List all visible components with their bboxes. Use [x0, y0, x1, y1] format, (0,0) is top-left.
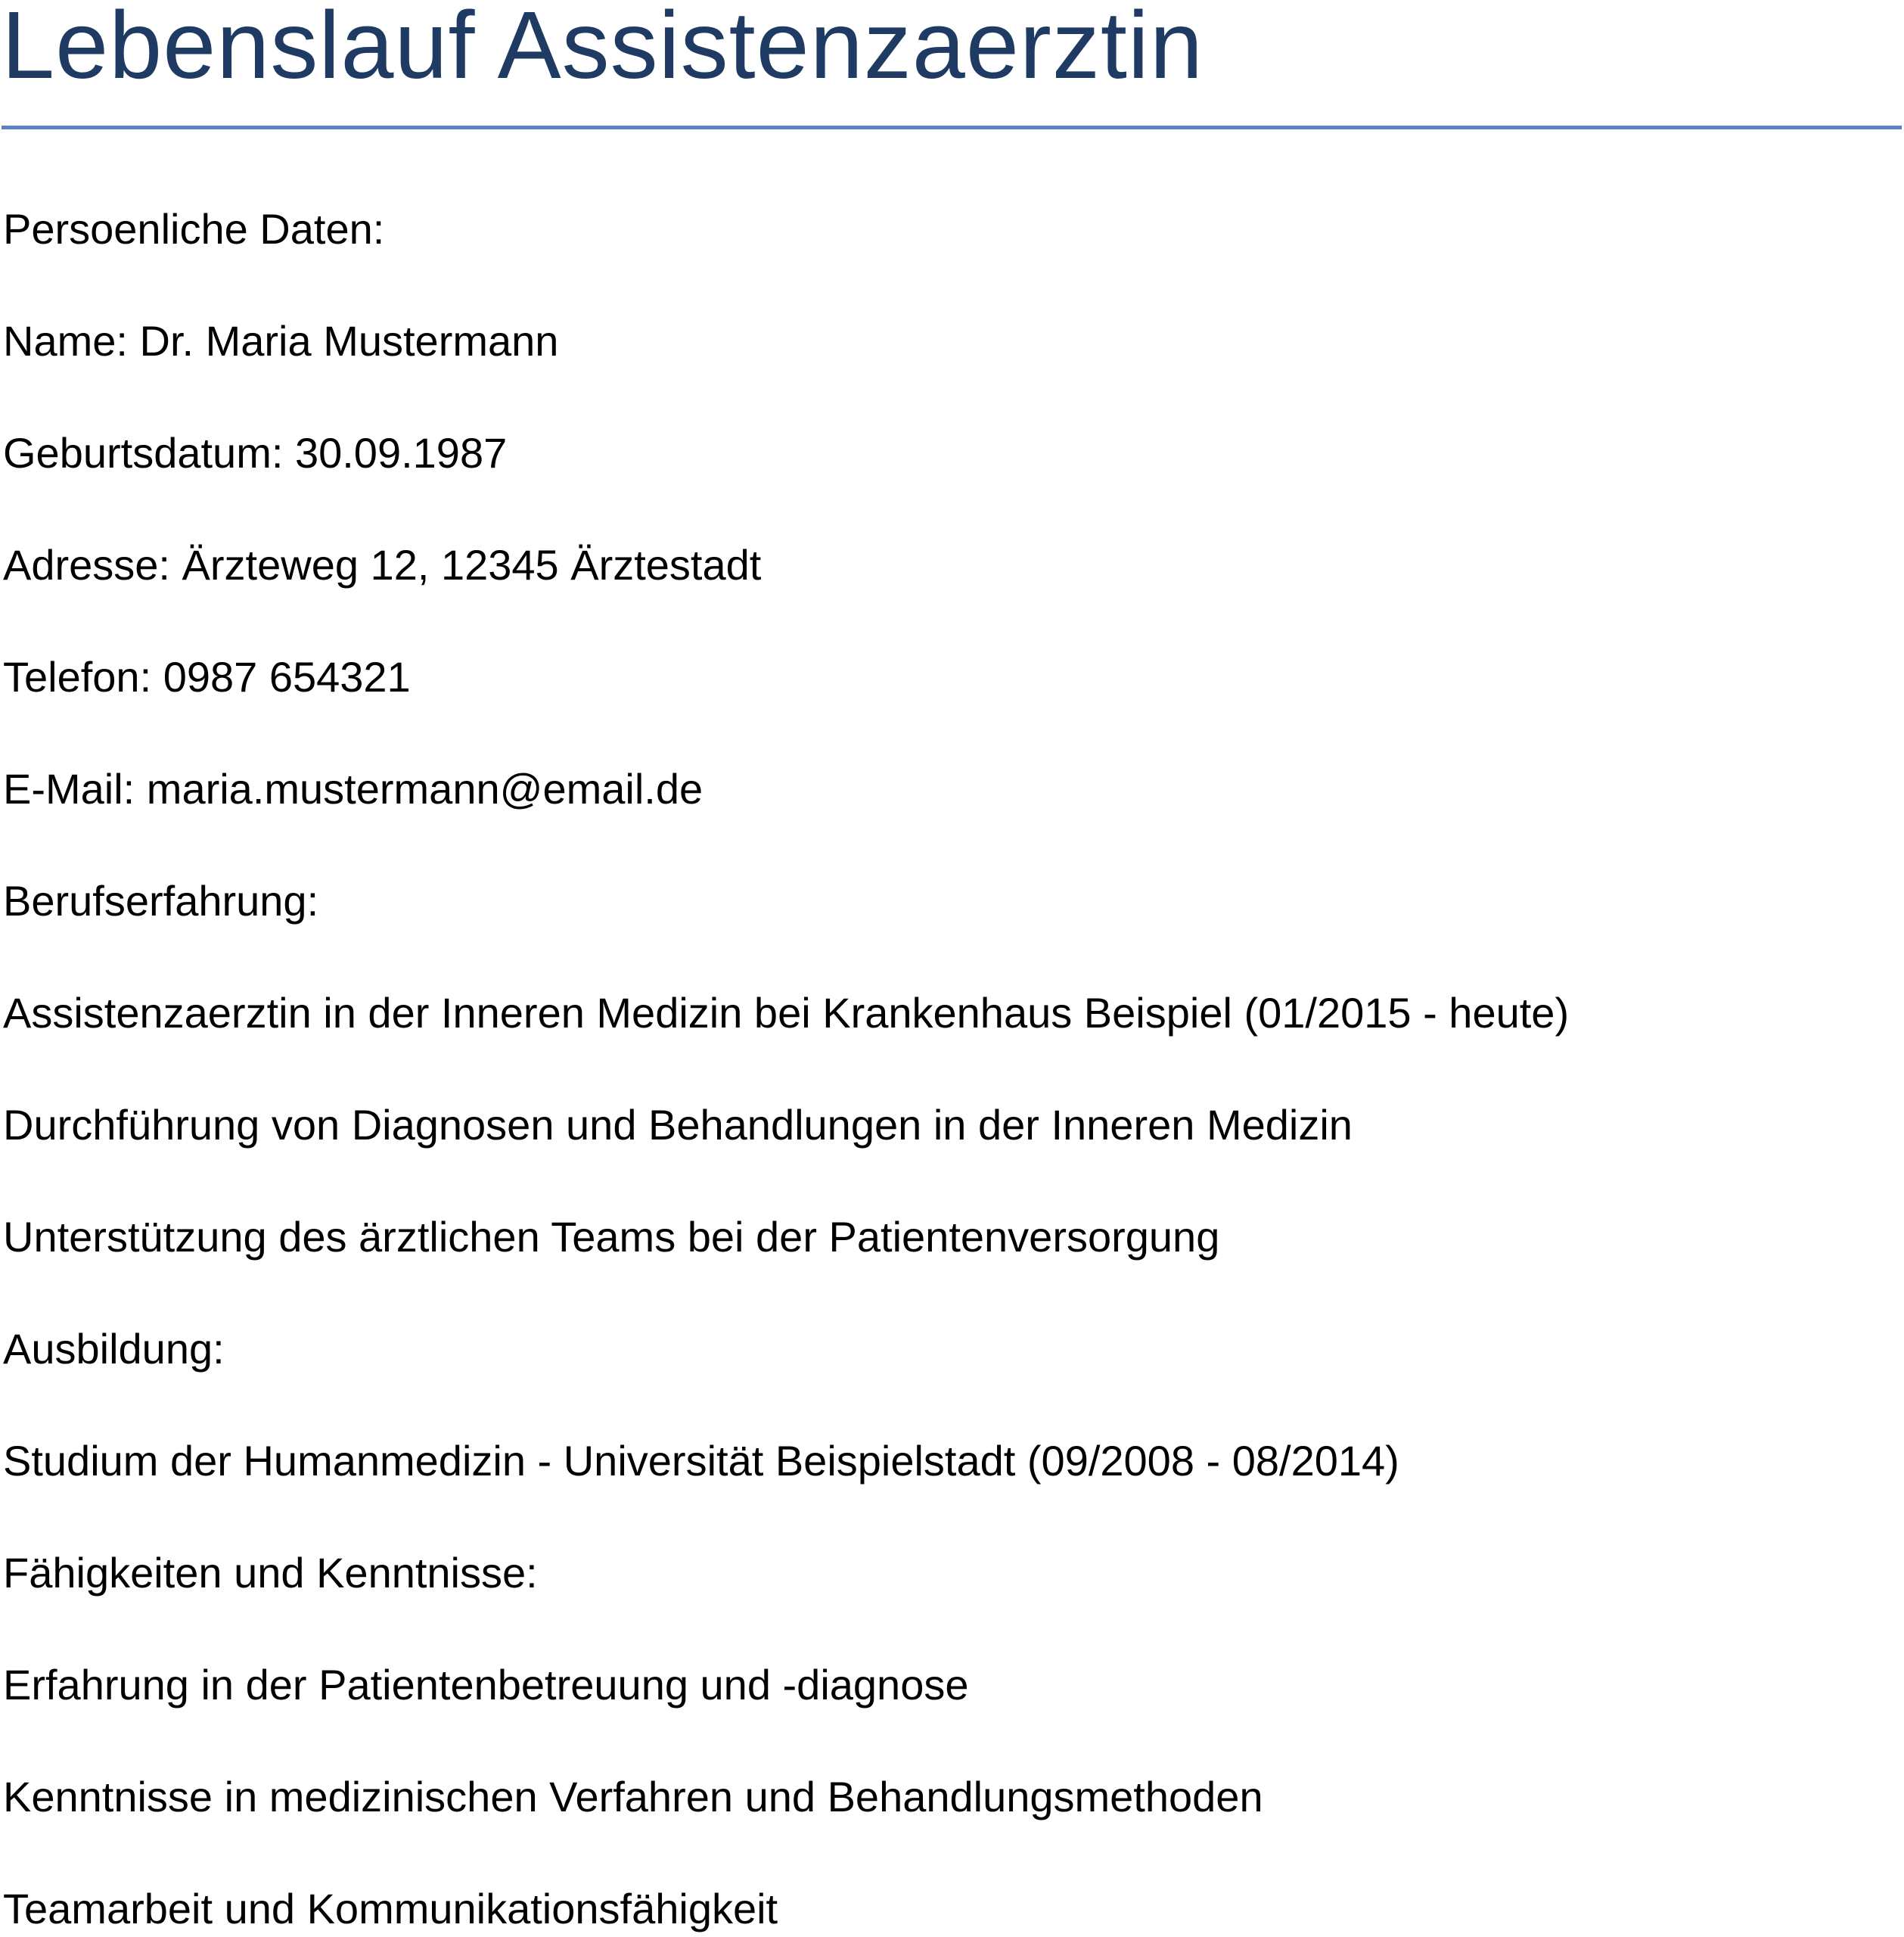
skill-line: Kenntnisse in medizinischen Verfahren und Behandlungsmethoden [3, 1773, 1263, 1820]
phone-line: Telefon: 0987 654321 [3, 653, 411, 701]
skill-line: Erfahrung in der Patientenbetreuung und -diagnose [3, 1661, 969, 1708]
work-task-line: Durchführung von Diagnosen und Behandlungen in der Inneren Medizin [3, 1101, 1353, 1149]
section-heading-skills: Fähigkeiten und Kenntnisse: [3, 1549, 538, 1597]
email-line: E-Mail: maria.mustermann@email.de [3, 765, 704, 813]
document-title: Lebenslauf Assistenzaerztin [2, 0, 1204, 98]
work-position-line: Assistenzaerztin in der Inneren Medizin bei Krankenhaus Beispiel (01/2015 - heute) [3, 989, 1570, 1037]
skill-line: Teamarbeit und Kommunikationsfähigkeit [3, 1885, 778, 1932]
address-line: Adresse: Ärzteweg 12, 12345 Ärztestadt [3, 541, 762, 589]
education-line: Studium der Humanmedizin - Universität Beispielstadt (09/2008 - 08/2014) [3, 1437, 1399, 1485]
name-line: Name: Dr. Maria Mustermann [3, 317, 559, 365]
section-heading-education: Ausbildung: [3, 1325, 225, 1373]
work-task-line: Unterstützung des ärztlichen Teams bei der Patientenversorgung [3, 1213, 1220, 1261]
section-heading-work-experience: Berufserfahrung: [3, 877, 319, 925]
title-underline [2, 126, 1902, 129]
section-heading-personal-data: Persoenliche Daten: [3, 205, 385, 253]
birthdate-line: Geburtsdatum: 30.09.1987 [3, 429, 508, 477]
